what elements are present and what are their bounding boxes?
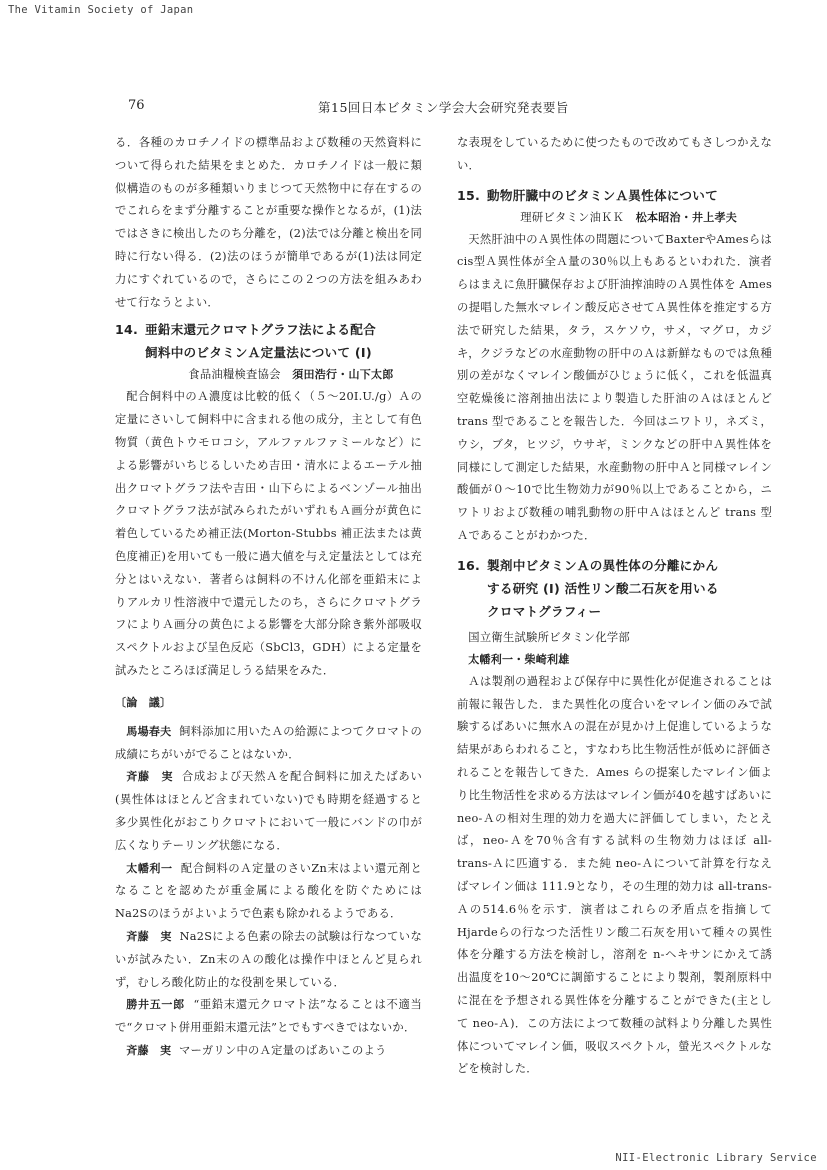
remark-text: 飼料添加に用いたＡの給源によつてクロマトの成績にちがいがでることはないか．	[115, 724, 423, 761]
remark-speaker: 太幡利一	[126, 861, 173, 875]
abstract-14-title-line1: 亜鉛末還元クロマトグラフ法による配合	[145, 322, 376, 338]
abstract-16-number: 16.	[457, 557, 481, 573]
page-number: 76	[128, 98, 145, 113]
intro-paragraph: る．各種のカロチノイドの標準品および数種の天然資料について得られた結果をまとめた．カロチノイドは一般に類似構造のものが多種類いりまじつて天然物中に存在するのでこれらをまず分離することが重要な操作となるが，(1)法ではさきに検出したのち分離を，(2)法では分離と検出を同時に行ない得る．(2)法のほうが簡単であるが(1)法は同定力にすぐれているので，さらにこの２つの方法を組みあわせて行なうとよい．	[115, 136, 422, 309]
abstract-15-title	[457, 184, 772, 207]
remark-text: “亜鉛末還元クロマト法”なることは不適当で“クロマト併用亜鉛末還元法”とでもすべきではないか．	[115, 998, 423, 1035]
footer-text: NII-Electronic Library Service	[615, 1152, 817, 1164]
discussion-remark	[115, 721, 422, 767]
running-head: 第15回日本ビタミン学会大会研究発表要旨	[318, 100, 569, 115]
remark-speaker: 斉藤 実	[126, 929, 172, 943]
abstract-15-title-text: 動物肝臓中のビタミンＡ異性体について	[487, 187, 718, 203]
abstract-15-authors: 松本昭治・井上孝夫	[635, 210, 738, 224]
abstract-15-affiliation: 理研ビタミン油ＫＫ	[520, 210, 625, 224]
abstract-16-title-line3: クロマトグラフィー	[487, 603, 602, 619]
remark-text: 配合飼料のＡ定量のさいZn末はよい還元剤となることを認めたが重金属による酸化を防ぐためにはNa2Sのほうがよいようで色素も除かれるようである．	[115, 861, 422, 921]
abstract-15-body: 天然肝油中のＡ異性体の問題についてBaxterやAmesらはcis型Ａ異性体が全Ａ量の30％以上もあるといわれた．演者らはまえに魚肝臓保存および肝油搾油時のＡ異性体を Ames の提唱した無水マレイン酸反応させてＡ異性体を推定する方法で研究した結果，タラ，スケソウ，サメ，マグロ，カジキ，クジラなどの水産動物の肝中のＡは新鮮なものでは魚種別の差がなくマレイン酸価がひじょうに低く，これを低温真空乾燥後に溶剤抽出法により製造した肝油のＡはほとんど trans 型であることを報告した．今回はニワトリ，ネズミ，ウシ，ブタ，ヒツジ，ウサギ，ミンクなどの肝中Ａ異性体を同様にして測定した結果，水産動物の肝中Ａと同様マレイン酸価が０～10で比生物効力が90％以上であることから，ニワトリおよび数種の哺乳動物の肝中Ａはほとんど trans 型Ａであることがわかつた．	[457, 232, 772, 542]
abstract-15-byline	[457, 207, 772, 229]
abstract-14-body: 配合飼料中のＡ濃度は比較的低く（５～20I.U./g）Ａの定量にさいして飼料中に含まれる他の成分，主として有色物質（黄色トウモロコシ，アルファルファミールなど）による影響がいちじるしいため吉田・清水によるエーテル抽出クロマトグラフ法や吉田・山下らによるベンゾール抽出クロマトグラフ法が試みられたがいずれもＡ画分が黄色に着色しているため補正法(Morton-Stubbs 補正法または黄色度補正)を用いても一般に過大値を与え定量法としては充分とはいえない．著者らは飼料の不けん化部を亜鉛末によりアルカリ性溶液中で還元したのち，さらにクロマトグラフによりＡ画分の黄色による影響を大部分除き紫外部吸収スペクトルおよび呈色反応（SbCl3，GDH）による定量を試みたところほぼ満足しうる結果をみた．	[115, 390, 422, 677]
abstract-16-authors: 太幡利一・柴崎利雄	[468, 652, 570, 666]
abstract-16-authors-line	[457, 649, 772, 671]
abstract-16-affiliation: 国立衛生試験所ビタミン化学部	[468, 630, 630, 644]
abstract-16-title-line1: 製剤中ビタミンＡの異性体の分離にかん	[487, 557, 719, 573]
right-column	[457, 132, 772, 1081]
watermark-text: The Vitamin Society of Japan	[8, 4, 194, 16]
discussion-remark	[115, 1040, 422, 1063]
abstract-14-title	[115, 318, 422, 364]
discussion-remark	[115, 994, 422, 1040]
discussion-remark	[115, 926, 422, 994]
remark-speaker: 馬場春夫	[126, 724, 172, 738]
abstract-16-body: Ａは製剤の過程および保存中に異性化が促進されることは前報に報告した．また異性化の度合いをマレイン価のみで試験するばあいに無水Ａの混在が見かけ上促進しているような結果があらわれること，すなわち比生物活性が低めに評価されることを報告してきた．Ames らの提案したマレイン価より比生物活性を求める方法はマレイン価が40を越すばあいに neo-Ａの相対生理的効力を過大に評価してしまい，たとえば，neo-Ａを70％含有する試料の生物効力はほぼ all-trans-Ａに匹適する．また純 neo-Ａについて計算を行なえばマレイン価は 111.9となり，その生理的効力は all-trans-Ａの514.6％を示す．演者はこれらの矛盾点を指摘してHjardeらの行なつた活性リン酸二石灰を用いて種々の異性体を分離する方法を検討し，溶剤を n-ヘキサンにかえて誘出温度を10～20℃に調節することにより製剤，製剤原料中に混在を予想される異性体を分離することができた(主として neo-Ａ)．この方法によつて数種の試料より分離した異性体についてマレイン価，吸収スペクトル，螢光スペクトルなどを検討した．	[457, 674, 772, 1076]
abstract-14-number: 14.	[115, 322, 139, 338]
remark-text: Na2Sによる色素の除去の試験は行なつていないが試みたい．Zn末のＡの酸化は操作中ほとんど見られず，むしろ酸化防止的な役割を果している．	[115, 929, 422, 989]
abstract-16-title-line2: する研究 (I) 活性リン酸二石灰を用いる	[487, 580, 719, 596]
discussion-remark	[115, 766, 422, 857]
remark-speaker: 斉藤 実	[126, 770, 174, 784]
abstract-14-authors: 須田浩行・山下太郎	[292, 368, 394, 382]
abstract-14-byline	[115, 364, 422, 386]
abstract-14-title-line2: 飼料中のビタミンＡ定量法について (I)	[145, 345, 372, 361]
remark-text: マーガリン中のＡ定量のばあいこのよう	[178, 1043, 387, 1057]
remark-speaker: 勝井五一郎	[126, 998, 185, 1012]
remark-speaker: 斉藤 実	[126, 1043, 172, 1057]
discussion-remark	[115, 858, 422, 926]
left-column	[115, 132, 422, 1063]
abstract-16-title	[457, 554, 772, 623]
discussion-heading: 〔論 議〕	[115, 695, 172, 709]
continuation-paragraph: な表現をしているために使つたもので改めてもさしつかえない．	[457, 136, 772, 172]
abstract-14-affiliation: 食品油糧検査協会	[188, 368, 281, 382]
remark-text: 合成および天然Ａを配合飼料に加えたばあい(異性体はほとんど含まれていない)でも時期を経過すると多少異性化がおこりクロマトにおいて一般にバンドの巾が広くなりテーリング状態になる．	[115, 770, 422, 852]
abstract-15-number: 15.	[457, 187, 481, 203]
